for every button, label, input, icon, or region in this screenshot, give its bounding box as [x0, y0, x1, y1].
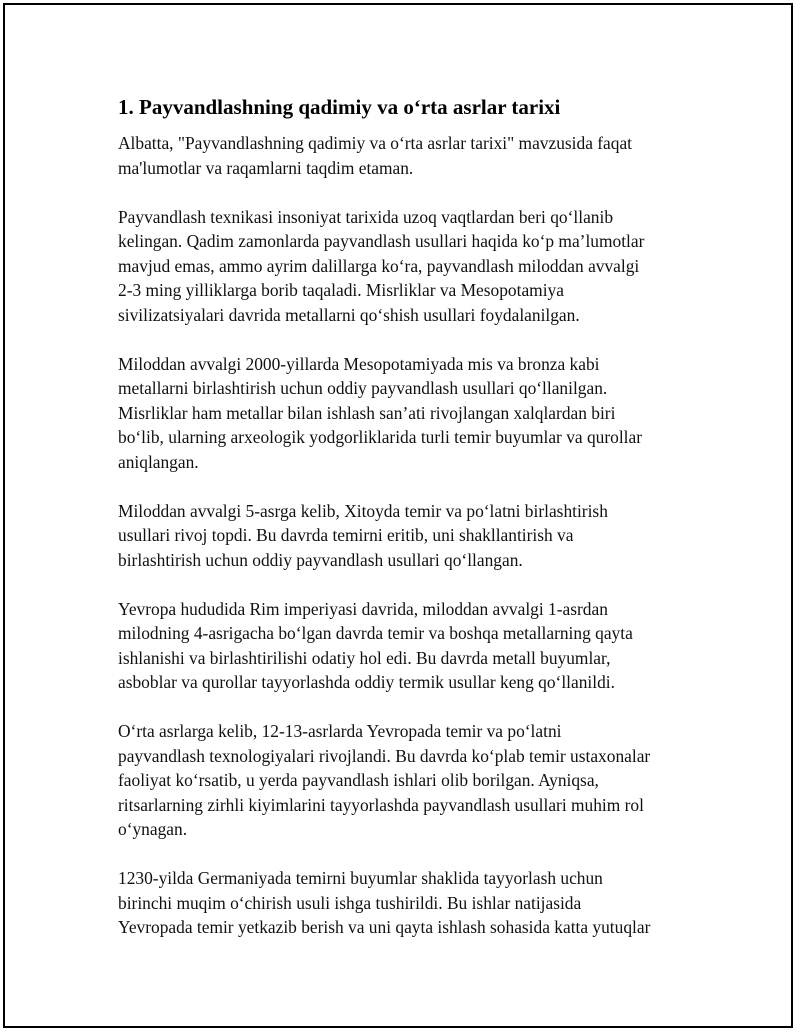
text-line: O‘rta asrlarga kelib, 12-13-asrlarda Yevropada temir va po‘latni: [118, 721, 562, 741]
text-line: usullari rivoj topdi. Bu davrda temirni eritib, uni shakllantirish va: [118, 525, 574, 545]
paragraph-rome: [118, 597, 688, 695]
paragraph-origins: [118, 205, 688, 328]
text-line: Yevropada temir yetkazib berish va uni qayta ishlash sohasida katta yutuqlar: [118, 917, 651, 937]
text-line: o‘ynagan.: [118, 819, 188, 839]
text-line: Misrliklar ham metallar bilan ishlash san’ati rivojlangan xalqlardan biri: [118, 402, 616, 423]
paragraph-middle-ages: [118, 719, 688, 842]
text-line: ishlanishi va birlashtirilishi odatiy hol edi. Bu davrda metall buyumlar,: [118, 647, 611, 668]
text-line: faoliyat ko‘rsatib, u yerda payvandlash ishlari olib borilgan. Ayniqsa,: [118, 770, 599, 790]
text-line: Miloddan avvalgi 5-asrga kelib, Xitoyda temir va po‘latni birlashtirish: [118, 500, 608, 521]
text-line: Albatta, "Payvandlashning qadimiy va o‘rta asrlar tarixi" mavzusida faqat: [118, 133, 633, 153]
text-line: ma'lumotlar va raqamlarni taqdim etaman.: [118, 157, 414, 178]
document-body: [118, 94, 688, 964]
text-line: Yevropa hududida Rim imperiyasi davrida, miloddan avvalgi 1-asrdan: [118, 598, 608, 619]
paragraph-mesopotamia: [118, 352, 688, 475]
text-line: 2-3 ming yilliklarga borib taqaladi. Misrliklar va Mesopotamiya: [118, 280, 564, 300]
section-heading: 1. Payvandlashning qadimiy va o‘rta asrlar tarixi: [118, 95, 561, 119]
text-line: sivilizatsiyalari davrida metallarni qo‘shish usullari foydalanilgan.: [118, 304, 580, 325]
text-line: aniqlangan.: [118, 451, 199, 472]
text-line: Miloddan avvalgi 2000-yillarda Mesopotamiyada mis va bronza kabi: [118, 353, 600, 374]
paragraph-china: [118, 499, 688, 573]
text-line: metallarni birlashtirish uchun oddiy payvandlash usullari qo‘llanilgan.: [118, 378, 608, 398]
text-line: birlashtirish uchun oddiy payvandlash usullari qo‘llangan.: [118, 549, 523, 570]
text-line: 1230-yilda Germaniyada temirni buyumlar shaklida tayyorlash uchun: [118, 868, 603, 888]
text-line: bo‘lib, ularning arxeologik yodgorliklarida turli temir buyumlar va qurollar: [118, 427, 643, 447]
text-line: milodning 4-asrigacha bo‘lgan davrda temir va boshqa metallarning qayta: [118, 623, 633, 643]
text-line: payvandlash texnologiyalari rivojlandi. Bu davrda ko‘plab temir ustaxonalar: [118, 745, 651, 766]
text-line: ritsarlarning zirhli kiyimlarini tayyorlashda payvandlash usullari muhim rol: [118, 794, 644, 815]
text-line: asboblar va qurollar tayyorlashda oddiy termik usullar keng qo‘llanildi.: [118, 672, 615, 692]
text-line: kelingan. Qadim zamonlarda payvandlash usullari haqida ko‘p ma’lumotlar: [118, 231, 645, 251]
text-line: birinchi muqim o‘chirish usuli ishga tushirildi. Bu ishlar natijasida: [118, 892, 582, 913]
text-line: mavjud emas, ammo ayrim dalillarga ko‘ra, payvandlash miloddan avvalgi: [118, 255, 640, 276]
text-line: Payvandlash texnikasi insoniyat tarixida uzoq vaqtlardan beri qo‘llanib: [118, 206, 614, 227]
paragraph-intro: [118, 131, 688, 180]
paragraph-germany: [118, 866, 688, 940]
